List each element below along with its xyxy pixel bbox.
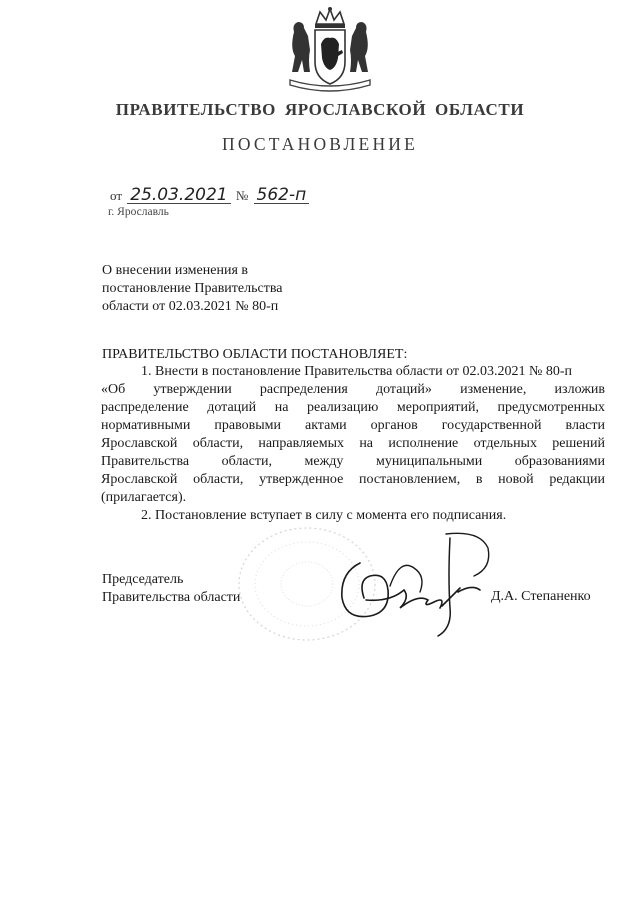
signatory-position — [102, 571, 240, 607]
document-number: 562-п — [254, 187, 310, 204]
position-line: Правительства области — [102, 590, 241, 605]
body-line: Правительства области, между муниципальными образованиями — [101, 454, 605, 469]
coat-of-arms-icon — [286, 6, 374, 92]
signatory-name: Д.А. Степаненко — [491, 589, 591, 604]
date-prefix: от — [110, 188, 123, 203]
date-number-line — [108, 187, 309, 204]
body-line: распределение дотаций на реализацию мероприятий, предусмотренных — [101, 400, 605, 415]
body-line: 1. Внести в постановление Правительства области от 02.03.2021 № 80-п — [141, 364, 573, 379]
body-line: 2. Постановление вступает в силу с момента его подписания. — [141, 508, 507, 523]
number-prefix: № — [235, 188, 249, 203]
preamble: ПРАВИТЕЛЬСТВО ОБЛАСТИ ПОСТАНОВЛЯЕТ: — [102, 347, 408, 362]
handwritten-signature — [330, 528, 500, 643]
subject-line: О внесении изменения в — [102, 263, 248, 278]
body-line: Ярославской области, направляемых на исполнение отдельных решений — [101, 436, 605, 451]
government-title: ПРАВИТЕЛЬСТВО ЯРОСЛАВСКОЙ ОБЛАСТИ — [115, 100, 525, 119]
document-date: 25.03.2021 — [127, 187, 230, 204]
position-line: Председатель — [102, 572, 184, 587]
document-type-title: ПОСТАНОВЛЕНИЕ — [221, 134, 419, 154]
body-line: (прилагается). — [101, 490, 187, 505]
body-line: «Об утверждении распределения дотаций» изменение, изложив — [101, 382, 605, 397]
body-line: Ярославской области, утвержденное постановлением, в новой редакции — [101, 472, 605, 487]
subject-line: постановление Правительства — [102, 281, 283, 296]
city: г. Ярославль — [108, 206, 169, 218]
subject-line: области от 02.03.2021 № 80-п — [102, 299, 279, 314]
subject-block — [102, 262, 332, 316]
body-line: нормативными правовыми актами органов государственной власти — [101, 418, 605, 433]
body-text — [101, 363, 605, 525]
